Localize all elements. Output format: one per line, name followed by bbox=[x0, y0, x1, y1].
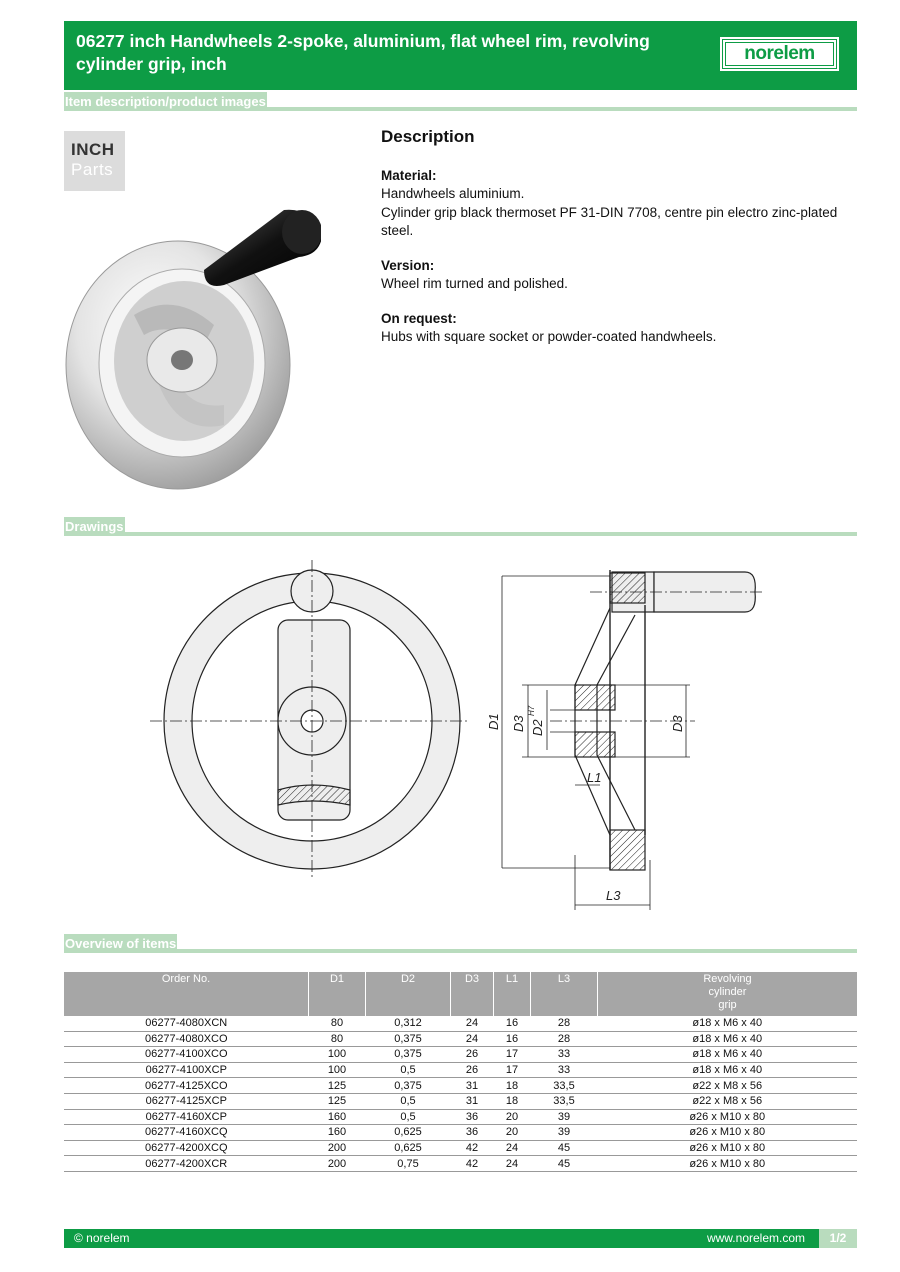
request-label: On request: bbox=[381, 310, 457, 326]
dim-d2: D2 bbox=[530, 719, 545, 736]
table-cell: 36 bbox=[451, 1125, 494, 1141]
table-cell: ø22 x M8 x 56 bbox=[598, 1078, 858, 1094]
table-cell: 100 bbox=[309, 1062, 366, 1078]
table-cell: 06277-4125XCP bbox=[64, 1093, 309, 1109]
table-row bbox=[64, 1140, 857, 1156]
section-label: Drawings bbox=[65, 519, 124, 534]
table-cell: 0,75 bbox=[366, 1156, 451, 1172]
table-cell: 39 bbox=[531, 1109, 598, 1125]
table-row bbox=[64, 1093, 857, 1109]
technical-drawing bbox=[150, 560, 770, 915]
dim-d3-left: D3 bbox=[511, 715, 526, 732]
table-row bbox=[64, 1062, 857, 1078]
col-d3: D3 bbox=[451, 972, 494, 1016]
table-cell: 16 bbox=[494, 1031, 531, 1047]
table-cell: 100 bbox=[309, 1047, 366, 1063]
table-cell: 06277-4125XCO bbox=[64, 1078, 309, 1094]
table-cell: 31 bbox=[451, 1078, 494, 1094]
grip-header-line3: grip bbox=[718, 999, 737, 1011]
table-row bbox=[64, 1078, 857, 1094]
table-cell: 0,375 bbox=[366, 1047, 451, 1063]
table-cell: 0,312 bbox=[366, 1016, 451, 1031]
col-d2: D2 bbox=[366, 972, 451, 1016]
table-cell: 33 bbox=[531, 1062, 598, 1078]
table-cell: 16 bbox=[494, 1016, 531, 1031]
table-row bbox=[64, 1047, 857, 1063]
table-cell: 80 bbox=[309, 1016, 366, 1031]
table-cell: 28 bbox=[531, 1031, 598, 1047]
table-cell: 24 bbox=[451, 1031, 494, 1047]
table-cell: 20 bbox=[494, 1109, 531, 1125]
table-cell: ø26 x M10 x 80 bbox=[598, 1156, 858, 1172]
table-cell: ø18 x M6 x 40 bbox=[598, 1062, 858, 1078]
dim-d2-tolerance: H7 bbox=[527, 705, 536, 716]
table-cell: 0,375 bbox=[366, 1031, 451, 1047]
version-block bbox=[381, 257, 861, 294]
table-cell: ø26 x M10 x 80 bbox=[598, 1109, 858, 1125]
table-cell: 45 bbox=[531, 1140, 598, 1156]
table-cell: 0,5 bbox=[366, 1062, 451, 1078]
section-label: Item description/product images bbox=[65, 94, 266, 109]
section-overview bbox=[64, 934, 857, 953]
section-divider bbox=[64, 949, 857, 953]
description-heading: Description bbox=[381, 127, 475, 146]
table-cell: 33,5 bbox=[531, 1093, 598, 1109]
table-cell: 125 bbox=[309, 1078, 366, 1094]
table-row bbox=[64, 1109, 857, 1125]
page-number: 1/2 bbox=[819, 1229, 857, 1248]
table-cell: 28 bbox=[531, 1016, 598, 1031]
table-cell: 200 bbox=[309, 1140, 366, 1156]
dim-l3: L3 bbox=[606, 888, 621, 903]
section-item-description bbox=[64, 92, 857, 111]
table-cell: 42 bbox=[451, 1140, 494, 1156]
table-cell: 24 bbox=[494, 1156, 531, 1172]
table-cell: 160 bbox=[309, 1125, 366, 1141]
logo-text: norelem bbox=[725, 42, 834, 66]
material-line1: Handwheels aluminium. bbox=[381, 186, 525, 201]
table-header-row bbox=[64, 972, 857, 1016]
dim-d3-right: D3 bbox=[670, 715, 685, 732]
table-cell: 06277-4100XCP bbox=[64, 1062, 309, 1078]
table-cell: 0,625 bbox=[366, 1125, 451, 1141]
table-cell: 06277-4080XCO bbox=[64, 1031, 309, 1047]
table-cell: 06277-4160XCP bbox=[64, 1109, 309, 1125]
table-cell: ø18 x M6 x 40 bbox=[598, 1047, 858, 1063]
product-image bbox=[64, 195, 321, 491]
description-block bbox=[381, 128, 861, 363]
table-cell: 45 bbox=[531, 1156, 598, 1172]
side-view bbox=[550, 570, 765, 870]
request-text: Hubs with square socket or powder-coated handwheels. bbox=[381, 329, 717, 344]
page-title: 06277 inch Handwheels 2-spoke, aluminium, flat wheel rim, revolving cylinder grip, inch bbox=[76, 31, 650, 74]
table-cell: 06277-4080XCN bbox=[64, 1016, 309, 1031]
table-cell: ø26 x M10 x 80 bbox=[598, 1125, 858, 1141]
table-cell: 33,5 bbox=[531, 1078, 598, 1094]
table-cell: 18 bbox=[494, 1093, 531, 1109]
table-cell: 0,5 bbox=[366, 1093, 451, 1109]
front-view bbox=[150, 560, 470, 880]
table-cell: 0,625 bbox=[366, 1140, 451, 1156]
dim-d1: D1 bbox=[486, 713, 501, 730]
section-divider bbox=[64, 532, 857, 536]
table-cell: ø26 x M10 x 80 bbox=[598, 1140, 858, 1156]
material-label: Material: bbox=[381, 167, 437, 183]
col-grip bbox=[598, 972, 858, 1016]
table-cell: 06277-4200XCQ bbox=[64, 1140, 309, 1156]
table-cell: 125 bbox=[309, 1093, 366, 1109]
items-table bbox=[64, 972, 857, 1172]
table-cell: 17 bbox=[494, 1062, 531, 1078]
table-cell: 31 bbox=[451, 1093, 494, 1109]
page-header bbox=[64, 21, 857, 90]
table-row bbox=[64, 1016, 857, 1031]
table-cell: 80 bbox=[309, 1031, 366, 1047]
table-cell: 39 bbox=[531, 1125, 598, 1141]
table-cell: 18 bbox=[494, 1078, 531, 1094]
footer-website-link[interactable]: www.norelem.com bbox=[706, 1231, 805, 1245]
norelem-logo bbox=[722, 39, 837, 69]
material-block bbox=[381, 167, 861, 241]
version-label: Version: bbox=[381, 257, 435, 273]
table-cell: 24 bbox=[494, 1140, 531, 1156]
table-cell: 160 bbox=[309, 1109, 366, 1125]
badge-line1: INCH bbox=[71, 140, 115, 159]
table-cell: ø18 x M6 x 40 bbox=[598, 1031, 858, 1047]
table-cell: ø18 x M6 x 40 bbox=[598, 1016, 858, 1031]
table-cell: 0,375 bbox=[366, 1078, 451, 1094]
section-drawings bbox=[64, 517, 857, 536]
table-cell: 42 bbox=[451, 1156, 494, 1172]
table-cell: 0,5 bbox=[366, 1109, 451, 1125]
table-cell: 06277-4160XCQ bbox=[64, 1125, 309, 1141]
table-cell: 36 bbox=[451, 1109, 494, 1125]
request-block bbox=[381, 310, 861, 347]
dim-l1: L1 bbox=[587, 770, 602, 785]
footer-copyright: © norelem bbox=[74, 1231, 130, 1245]
grip-header-line1: Revolving bbox=[703, 973, 752, 985]
col-l3: L3 bbox=[531, 972, 598, 1016]
inch-parts-badge bbox=[64, 131, 125, 191]
col-l1: L1 bbox=[494, 972, 531, 1016]
table-cell: 33 bbox=[531, 1047, 598, 1063]
table-cell: 26 bbox=[451, 1062, 494, 1078]
table-row bbox=[64, 1125, 857, 1141]
section-label: Overview of items bbox=[65, 936, 177, 951]
table-cell: 200 bbox=[309, 1156, 366, 1172]
table-cell: 17 bbox=[494, 1047, 531, 1063]
material-line2: Cylinder grip black thermoset PF 31-DIN 7708, centre pin electro zinc-plated steel. bbox=[381, 204, 838, 238]
table-cell: 06277-4100XCO bbox=[64, 1047, 309, 1063]
grip-header-line2: cylinder bbox=[708, 986, 747, 998]
table-cell: 20 bbox=[494, 1125, 531, 1141]
badge-line2: Parts bbox=[71, 160, 114, 179]
version-text: Wheel rim turned and polished. bbox=[381, 276, 568, 291]
table-cell: ø22 x M8 x 56 bbox=[598, 1093, 858, 1109]
page-footer bbox=[64, 1229, 857, 1248]
table-cell: 24 bbox=[451, 1016, 494, 1031]
col-order-no: Order No. bbox=[64, 972, 309, 1016]
col-d1: D1 bbox=[309, 972, 366, 1016]
table-row bbox=[64, 1156, 857, 1172]
table-cell: 26 bbox=[451, 1047, 494, 1063]
table-cell: 06277-4200XCR bbox=[64, 1156, 309, 1172]
table-row bbox=[64, 1031, 857, 1047]
